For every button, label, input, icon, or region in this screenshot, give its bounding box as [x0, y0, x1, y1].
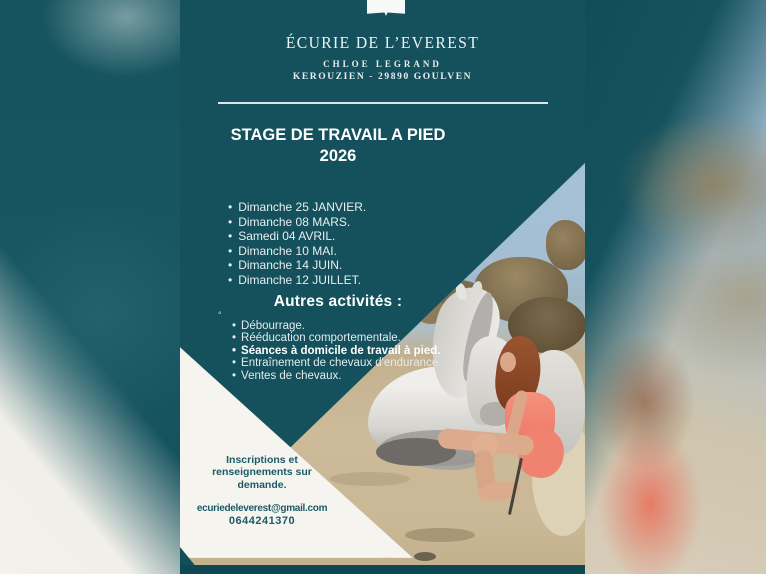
- blurred-backdrop-left: [0, 0, 180, 574]
- date-item: • Dimanche 10 MAI.: [228, 244, 488, 259]
- bottom-teal-strip: [180, 565, 585, 574]
- blurred-backdrop-right: [585, 0, 766, 574]
- contact-note-line2: renseignements sur: [212, 466, 312, 479]
- photo-pebble-2: [414, 552, 436, 561]
- stray-degree-mark: °: [218, 310, 222, 320]
- open-book-icon: [367, 0, 405, 16]
- date-item: • Dimanche 12 JUILLET.: [228, 273, 488, 288]
- date-item: • Samedi 04 AVRIL.: [228, 229, 488, 244]
- activity-item: • Débourrage.: [232, 320, 532, 332]
- contact-note-line1: Inscriptions et: [226, 454, 298, 466]
- activity-item: • Rééducation comportementale.: [232, 332, 532, 344]
- date-item: • Dimanche 14 JUIN.: [228, 258, 488, 273]
- event-dates-list: [228, 200, 488, 288]
- stable-title: ÉCURIE DE L’EVEREST: [285, 33, 480, 52]
- date-item: • Dimanche 25 JANVIER.: [228, 200, 488, 215]
- activities-list: [232, 320, 532, 382]
- contact-email: ecuriedeleverest@gmail.com: [196, 502, 328, 514]
- contact-phone: 0644241370: [228, 514, 296, 527]
- photo-rock-1: [546, 220, 588, 270]
- activity-item-emphasized: • Séances à domicile de travail à pied.: [232, 345, 532, 357]
- event-title-line1: STAGE DE TRAVAIL A PIED: [230, 126, 446, 144]
- stable-address: KEROUZIEN - 29890 GOULVEN: [292, 72, 473, 82]
- header-divider: [218, 102, 548, 104]
- date-item: • Dimanche 08 MARS.: [228, 215, 488, 230]
- flyer: [180, 0, 585, 574]
- contact-block: [182, 454, 342, 527]
- contact-note-line3: demande.: [237, 478, 287, 491]
- photo-footprint: [405, 528, 475, 542]
- activity-item: • Entraînement de chevaux d'endurance.: [232, 357, 532, 369]
- event-title-line2: 2026: [319, 147, 357, 165]
- activities-heading: Autres activités :: [273, 293, 403, 310]
- photo-sand-mark-1: [330, 472, 410, 486]
- activity-item: • Ventes de chevaux.: [232, 370, 532, 382]
- owner-name: CHLOE LEGRAND: [323, 59, 442, 69]
